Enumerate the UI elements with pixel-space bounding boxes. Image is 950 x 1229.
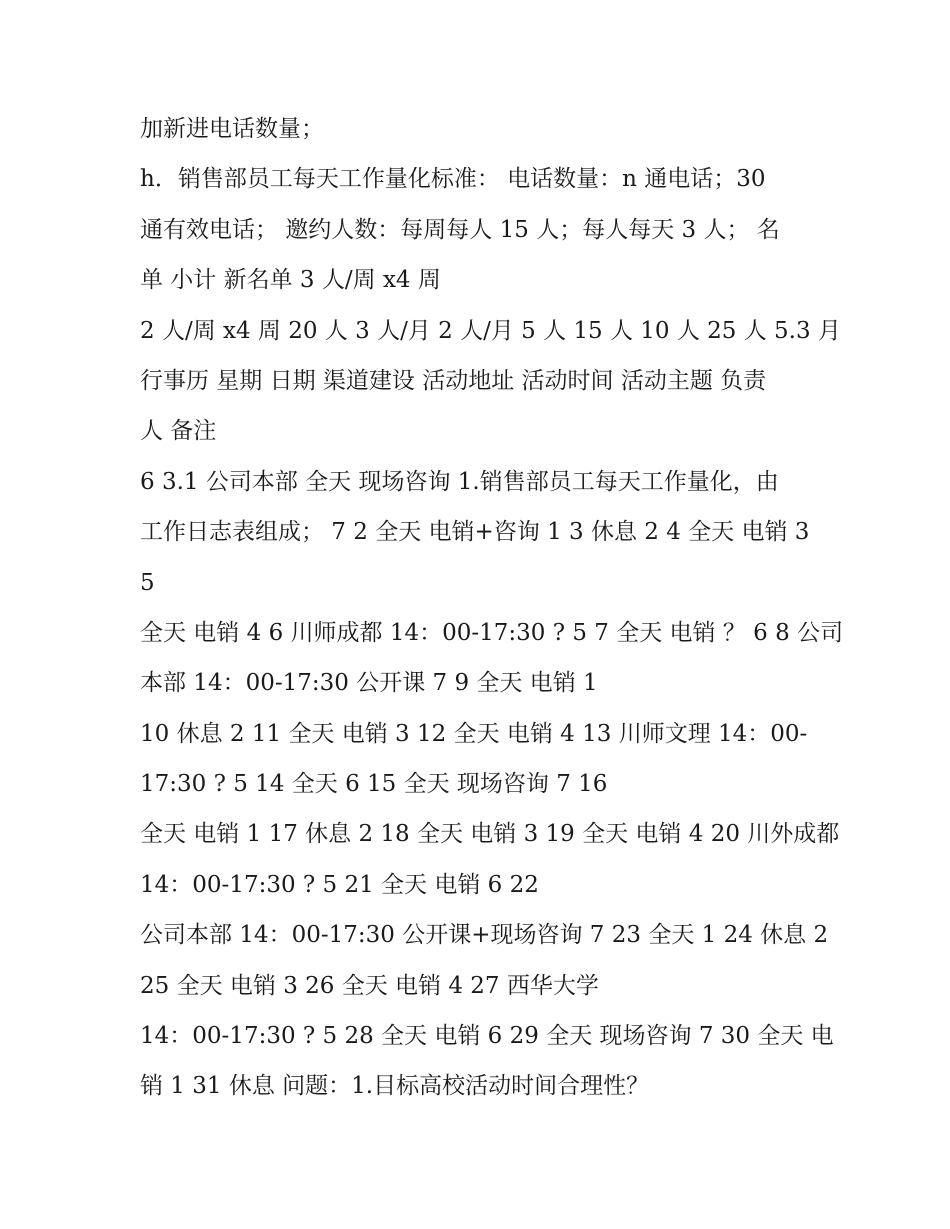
text-line: 5 xyxy=(140,569,155,596)
text-line: 17:30 ? 5 14 全天 6 15 全天 现场咨询 7 16 xyxy=(140,771,608,798)
text-line: 25 全天 电销 3 26 全天 电销 4 27 西华大学 xyxy=(140,972,599,999)
text-line: 行事历 星期 日期 渠道建设 活动地址 活动时间 活动主题 负责 xyxy=(140,367,767,394)
text-line: 2 人/周 x4 周 20 人 3 人/月 2 人/月 5 人 15 人 10 人 25 人 5.3 月 xyxy=(140,317,841,344)
text-line: 本部 14：00-17:30 公开课 7 9 全天 电销 1 xyxy=(140,670,598,697)
text-line: h．销售部员工每天工作量化标准： 电话数量：n 通电话；30 xyxy=(140,166,766,193)
text-line: 公司本部 14：00-17:30 公开课+现场咨询 7 23 全天 1 24 休息 2 xyxy=(140,922,829,949)
text-line: 加新进电话数量； xyxy=(140,116,324,142)
text-line: 全天 电销 1 17 休息 2 18 全天 电销 3 19 全天 电销 4 20 川外成都 xyxy=(140,821,840,848)
text-line: 10 休息 2 11 全天 电销 3 12 全天 电销 4 13 川师文理 14：00- xyxy=(140,720,808,747)
text-line: 销 1 31 休息 问题：1.目标高校活动时间合理性？ xyxy=(140,1073,650,1100)
text-line: 人 备注 xyxy=(140,418,217,445)
text-line: 通有效电话； 邀约人数：每周每人 15 人；每人每天 3 人； 名 xyxy=(140,216,780,243)
text-line: 6 3.1 公司本部 全天 现场咨询 1.销售部员工每天工作量化，由 xyxy=(140,468,779,495)
text-line: 14：00-17:30 ? 5 28 全天 电销 6 29 全天 现场咨询 7 30 全天 电 xyxy=(140,1023,834,1050)
text-line: 工作日志表组成； 7 2 全天 电销+咨询 1 3 休息 2 4 全天 电销 3 xyxy=(140,519,810,546)
text-line: 14：00-17:30 ? 5 21 全天 电销 6 22 xyxy=(140,871,539,898)
document-body xyxy=(140,104,844,1112)
text-line: 全天 电销 4 6 川师成都 14：00-17:30 ? 5 7 全天 电销 ？ 6 8 公司 xyxy=(140,619,844,646)
text-line: 单 小计 新名单 3 人/周 x4 周 xyxy=(140,267,441,294)
